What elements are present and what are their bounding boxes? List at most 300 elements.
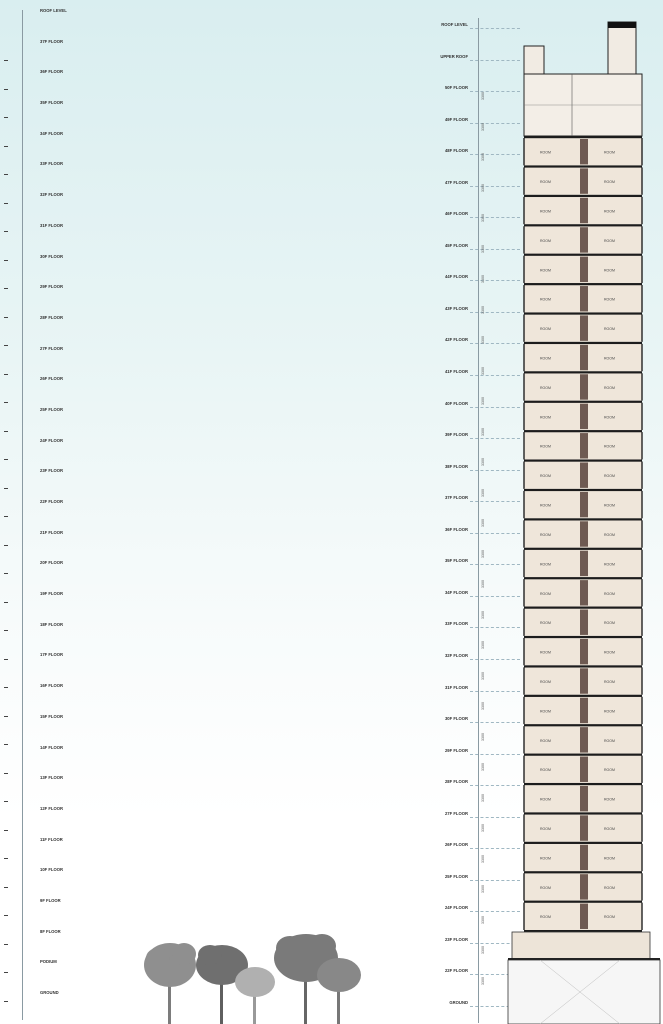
left-tick	[4, 801, 8, 802]
right-level-label	[445, 905, 468, 910]
dimension-value: 3300	[481, 763, 485, 771]
left-level-label	[40, 806, 63, 811]
left-tick	[4, 345, 8, 346]
level-name: 11F FLOOR	[40, 836, 63, 842]
room-label: ROOM	[604, 768, 615, 773]
left-level-label	[40, 8, 67, 13]
level-name: 23F FLOOR	[444, 936, 468, 942]
core-wall	[580, 786, 588, 811]
level-name: 47F FLOOR	[444, 179, 468, 185]
left-level-label	[40, 683, 63, 688]
floor-slab	[524, 812, 642, 814]
left-tick	[4, 716, 8, 717]
left-dimension-line	[22, 10, 23, 1020]
left-tick	[4, 915, 8, 916]
floor-slab	[524, 430, 642, 432]
floor-slab	[524, 901, 642, 903]
room-label: ROOM	[604, 444, 615, 449]
right-level-label	[445, 148, 468, 153]
level-name: 26F FLOOR	[40, 376, 64, 382]
left-tick	[4, 459, 8, 460]
left-level-label	[40, 39, 63, 44]
core-wall	[580, 315, 588, 340]
floor-slab	[524, 136, 642, 138]
left-level-label	[40, 652, 63, 657]
room-label: ROOM	[604, 532, 615, 537]
left-level-label	[40, 376, 63, 381]
right-level-label	[445, 85, 468, 90]
left-tick	[4, 288, 8, 289]
room-label: ROOM	[540, 327, 551, 332]
room-label: ROOM	[604, 503, 615, 508]
floor-slab	[524, 695, 642, 697]
right-level-label	[445, 211, 468, 216]
dimension-value: 3300	[481, 976, 485, 985]
left-level-label	[40, 837, 63, 842]
left-level-label	[40, 315, 63, 320]
dimension-value: 3300	[481, 519, 485, 527]
roof-parapet	[608, 22, 636, 74]
room-label: ROOM	[540, 297, 551, 302]
level-name: 34F FLOOR	[444, 589, 468, 595]
left-tick	[4, 260, 8, 261]
dimension-value: 3300	[481, 793, 485, 802]
left-tick	[4, 402, 8, 403]
right-level-label	[445, 495, 468, 500]
room-label: ROOM	[540, 650, 551, 655]
core-wall	[580, 286, 588, 311]
level-name: 31F FLOOR	[40, 222, 64, 228]
left-level-label	[40, 990, 59, 995]
level-name: 33F FLOOR	[444, 621, 468, 627]
floor-slab	[524, 312, 642, 314]
roof-cap	[608, 22, 636, 28]
ground-line	[508, 958, 660, 960]
level-name: 45F FLOOR	[444, 242, 468, 248]
level-name: ROOF LEVEL	[40, 8, 67, 13]
core-wall	[580, 551, 588, 576]
right-level-label	[445, 621, 468, 626]
room-label: ROOM	[540, 827, 551, 832]
dimension-value: 3300	[481, 610, 485, 619]
level-name: 28F FLOOR	[444, 779, 468, 785]
core-wall	[580, 404, 588, 429]
level-name: 12F FLOOR	[40, 805, 64, 811]
right-level-label	[445, 842, 468, 847]
level-name: 28F FLOOR	[40, 314, 64, 320]
right-level-label	[445, 274, 468, 279]
room-label: ROOM	[604, 356, 615, 361]
left-tick	[4, 374, 8, 375]
level-name: 8F FLOOR	[40, 928, 61, 934]
left-tick	[4, 773, 8, 774]
left-tick	[4, 659, 8, 660]
right-level-label	[445, 117, 468, 122]
basement	[508, 960, 660, 1024]
left-level-label	[40, 530, 63, 535]
level-name: 31F FLOOR	[444, 684, 468, 690]
room-label: ROOM	[540, 150, 551, 155]
left-level-label	[40, 192, 63, 197]
core-wall	[580, 492, 588, 517]
core-wall	[580, 168, 588, 193]
left-tick	[4, 744, 8, 745]
left-level-label	[40, 929, 61, 934]
dimension-value: 3300	[481, 244, 485, 253]
room-label: ROOM	[604, 591, 615, 596]
left-tick	[4, 545, 8, 546]
level-name: 42F FLOOR	[444, 337, 468, 343]
floor-slab	[524, 401, 642, 403]
level-name: 36F FLOOR	[40, 69, 64, 75]
level-name: 34F FLOOR	[40, 130, 64, 136]
floor-slab	[524, 724, 642, 726]
right-level-label	[445, 937, 468, 942]
right-level-label	[445, 306, 468, 311]
tower-section	[500, 0, 663, 1024]
level-name: 22F FLOOR	[40, 499, 64, 504]
dimension-value: 3300	[481, 305, 485, 314]
floor-slab	[524, 254, 642, 256]
level-name: 18F FLOOR	[40, 621, 64, 627]
floor-slab	[524, 283, 642, 285]
level-name: 15F FLOOR	[40, 713, 64, 719]
room-label: ROOM	[540, 768, 551, 773]
right-level-label	[445, 432, 468, 437]
room-label: ROOM	[604, 915, 615, 920]
room-label: ROOM	[540, 356, 551, 361]
tree-icon	[317, 958, 361, 1024]
room-label: ROOM	[540, 885, 551, 890]
room-label: ROOM	[540, 180, 551, 185]
floor-slab	[524, 165, 642, 167]
room-label: ROOM	[540, 532, 551, 537]
room-label: ROOM	[604, 209, 615, 214]
left-tick	[4, 516, 8, 517]
level-name: 23F FLOOR	[40, 468, 64, 474]
dimension-value: 3300	[481, 702, 485, 710]
left-tick	[4, 858, 8, 859]
dimension-value: 3300	[481, 397, 485, 405]
left-tick	[4, 573, 8, 574]
dimension-value: 3300	[481, 854, 485, 863]
level-name: 44F FLOOR	[444, 274, 468, 280]
level-name: 37F FLOOR	[444, 495, 468, 501]
room-label: ROOM	[604, 238, 615, 243]
dimension-value: 3300	[481, 732, 485, 741]
level-name: ROOF LEVEL	[441, 22, 468, 27]
left-tick	[4, 488, 8, 489]
floor-slab	[524, 607, 642, 609]
level-name: 19F FLOOR	[40, 591, 64, 597]
right-level-label	[445, 558, 468, 563]
stair-core-roof	[524, 46, 544, 76]
room-label: ROOM	[604, 621, 615, 626]
left-tick	[4, 887, 8, 888]
room-label: ROOM	[604, 709, 615, 714]
level-name: 26F FLOOR	[444, 842, 468, 848]
level-name: 10F FLOOR	[40, 867, 64, 873]
level-name: 38F FLOOR	[444, 463, 468, 469]
level-name: 22F FLOOR	[444, 968, 468, 974]
left-edge-strip	[0, 0, 14, 1024]
left-level-label	[40, 438, 63, 443]
left-tick	[4, 972, 8, 973]
level-name: 17F FLOOR	[40, 652, 64, 658]
right-level-label	[445, 464, 468, 469]
level-name: 41F FLOOR	[444, 369, 468, 375]
core-wall	[580, 374, 588, 399]
core-wall	[580, 757, 588, 782]
core-wall	[580, 521, 588, 546]
room-label: ROOM	[604, 885, 615, 890]
right-level-label	[445, 180, 468, 185]
level-name: 33F FLOOR	[40, 161, 64, 167]
level-name: 43F FLOOR	[444, 305, 468, 311]
room-label: ROOM	[604, 474, 615, 479]
floor-slab	[524, 224, 642, 226]
room-label: ROOM	[604, 415, 615, 420]
dimension-value: 3300	[481, 214, 485, 222]
room-label: ROOM	[540, 415, 551, 420]
room-label: ROOM	[604, 738, 615, 743]
core-wall	[580, 904, 588, 929]
room-label: ROOM	[540, 797, 551, 802]
level-name: 21F FLOOR	[40, 529, 64, 535]
core-wall	[580, 227, 588, 252]
dimension-value: 3300	[481, 946, 485, 954]
tree-group	[140, 930, 370, 1024]
room-label: ROOM	[604, 650, 615, 655]
level-name: 20F FLOOR	[40, 560, 64, 566]
core-wall	[580, 345, 588, 370]
room-label: ROOM	[604, 797, 615, 802]
left-level-label	[40, 745, 63, 750]
left-level-label	[40, 346, 63, 351]
left-level-label	[40, 161, 63, 166]
left-tick	[4, 944, 8, 945]
level-name: 13F FLOOR	[40, 775, 64, 781]
room-label: ROOM	[540, 679, 551, 684]
room-label: ROOM	[540, 474, 551, 479]
room-label: ROOM	[604, 268, 615, 273]
room-label: ROOM	[540, 621, 551, 626]
core-wall	[580, 257, 588, 282]
dimension-value: 3300	[481, 641, 485, 649]
right-level-label	[445, 685, 468, 690]
room-label: ROOM	[604, 327, 615, 332]
floor-slab	[524, 842, 642, 844]
left-tick	[4, 602, 8, 603]
floor-slab	[524, 577, 642, 579]
level-name: 29F FLOOR	[40, 284, 64, 290]
room-label: ROOM	[540, 856, 551, 861]
dimension-value: 3300	[481, 885, 485, 893]
left-level-label	[40, 560, 63, 565]
right-level-label	[445, 874, 468, 879]
level-name: 30F FLOOR	[40, 253, 64, 259]
core-wall	[580, 198, 588, 223]
room-label: ROOM	[540, 503, 551, 508]
core-wall	[580, 874, 588, 899]
level-name: GROUND	[449, 1000, 468, 1005]
floor-slab	[524, 518, 642, 520]
level-name: 24F FLOOR	[444, 905, 468, 911]
level-name: UPPER ROOF	[440, 53, 468, 59]
left-level-label	[40, 223, 63, 228]
dimension-value: 3300	[481, 824, 485, 832]
room-label: ROOM	[540, 738, 551, 743]
right-dimension-line	[478, 18, 479, 1023]
left-level-label	[40, 959, 57, 964]
left-level-label	[40, 407, 63, 412]
level-name: 25F FLOOR	[40, 406, 64, 412]
floor-slab	[524, 783, 642, 785]
left-tick	[4, 89, 8, 90]
left-level-label	[40, 100, 63, 105]
level-name: 49F FLOOR	[444, 116, 468, 122]
core-wall	[580, 698, 588, 723]
right-level-label	[441, 22, 468, 27]
level-name: 36F FLOOR	[444, 526, 468, 532]
room-label: ROOM	[604, 856, 615, 861]
left-level-label	[40, 69, 63, 74]
level-name: 32F FLOOR	[40, 192, 64, 198]
left-tick	[4, 687, 8, 688]
level-name: 16F FLOOR	[40, 683, 64, 689]
left-level-label	[40, 284, 63, 289]
floor-slab	[524, 195, 642, 197]
right-level-label	[445, 527, 468, 532]
floor-slab	[524, 871, 642, 873]
left-tick	[4, 317, 8, 318]
left-level-label	[40, 468, 63, 473]
right-level-label	[445, 811, 468, 816]
room-label: ROOM	[540, 209, 551, 214]
right-level-label	[445, 748, 468, 753]
right-level-label	[449, 1000, 468, 1005]
level-name: 30F FLOOR	[444, 716, 468, 722]
core-wall	[580, 639, 588, 664]
left-level-label	[40, 775, 63, 780]
dimension-value: 3300	[481, 671, 485, 680]
left-tick	[4, 830, 8, 831]
floor-slab	[524, 636, 642, 638]
left-tick	[4, 203, 8, 204]
left-level-label	[40, 254, 63, 259]
core-wall	[580, 433, 588, 458]
level-name: 9F FLOOR	[40, 897, 61, 903]
level-name: 27F FLOOR	[444, 810, 468, 816]
dimension-value: 3300	[481, 183, 485, 192]
core-wall	[580, 815, 588, 840]
left-tick	[4, 1001, 8, 1002]
level-name: 48F FLOOR	[444, 148, 468, 154]
tree-icon	[144, 943, 196, 1024]
level-name: 37F FLOOR	[40, 38, 64, 44]
level-name: 50F FLOOR	[444, 85, 468, 91]
room-label: ROOM	[604, 827, 615, 832]
dimension-value: 3300	[481, 458, 485, 466]
room-label: ROOM	[540, 444, 551, 449]
room-label: ROOM	[540, 915, 551, 920]
left-level-label	[40, 499, 63, 504]
left-level-label	[40, 591, 63, 596]
right-level-label	[445, 337, 468, 342]
room-label: ROOM	[604, 150, 615, 155]
left-level-label	[40, 898, 61, 903]
left-level-label	[40, 622, 63, 627]
core-wall	[580, 845, 588, 870]
level-name: 35F FLOOR	[40, 100, 64, 106]
left-level-label	[40, 131, 63, 136]
dimension-value: 3300	[481, 92, 485, 100]
room-label: ROOM	[604, 679, 615, 684]
dimension-value: 3300	[481, 915, 485, 924]
right-level-label	[445, 243, 468, 248]
core-wall	[580, 580, 588, 605]
core-wall	[580, 139, 588, 164]
left-level-label	[40, 867, 63, 872]
core-wall	[580, 727, 588, 752]
room-label: ROOM	[540, 268, 551, 273]
level-name: 27F FLOOR	[40, 345, 64, 351]
floor-slab	[524, 371, 642, 373]
podium	[512, 932, 650, 960]
floor-slab	[524, 489, 642, 491]
room-label: ROOM	[540, 709, 551, 714]
dimension-value: 3300	[481, 580, 485, 588]
room-label: ROOM	[540, 238, 551, 243]
right-level-label	[445, 779, 468, 784]
dimension-value: 3300	[481, 336, 485, 344]
level-name: 35F FLOOR	[444, 558, 468, 564]
floor-slab	[524, 665, 642, 667]
level-name: 24F FLOOR	[40, 437, 64, 443]
right-level-label	[445, 401, 468, 406]
dimension-value: 3300	[481, 275, 485, 283]
room-label: ROOM	[604, 180, 615, 185]
right-level-label	[440, 54, 468, 59]
left-tick	[4, 146, 8, 147]
room-label: ROOM	[604, 385, 615, 390]
right-level-label	[445, 590, 468, 595]
left-tick	[4, 174, 8, 175]
left-level-label	[40, 714, 63, 719]
tree-icon	[235, 967, 275, 1024]
level-name: PODIUM	[40, 959, 57, 965]
dimension-value: 3300	[481, 488, 485, 497]
room-label: ROOM	[540, 562, 551, 567]
left-tick	[4, 117, 8, 118]
level-name: GROUND	[40, 990, 59, 995]
left-tick	[4, 60, 8, 61]
floor-slab	[524, 459, 642, 461]
level-name: 32F FLOOR	[444, 652, 468, 658]
level-name: 39F FLOOR	[444, 432, 468, 438]
floor-slab	[524, 754, 642, 756]
floor-slab	[524, 342, 642, 344]
core-wall	[580, 610, 588, 635]
floor-slab	[524, 548, 642, 550]
left-tick	[4, 431, 8, 432]
core-wall	[580, 462, 588, 487]
level-name: 25F FLOOR	[444, 873, 468, 879]
right-level-label	[445, 968, 468, 973]
dimension-value: 3300	[481, 549, 485, 558]
dimension-value: 3300	[481, 153, 485, 161]
room-label: ROOM	[540, 385, 551, 390]
